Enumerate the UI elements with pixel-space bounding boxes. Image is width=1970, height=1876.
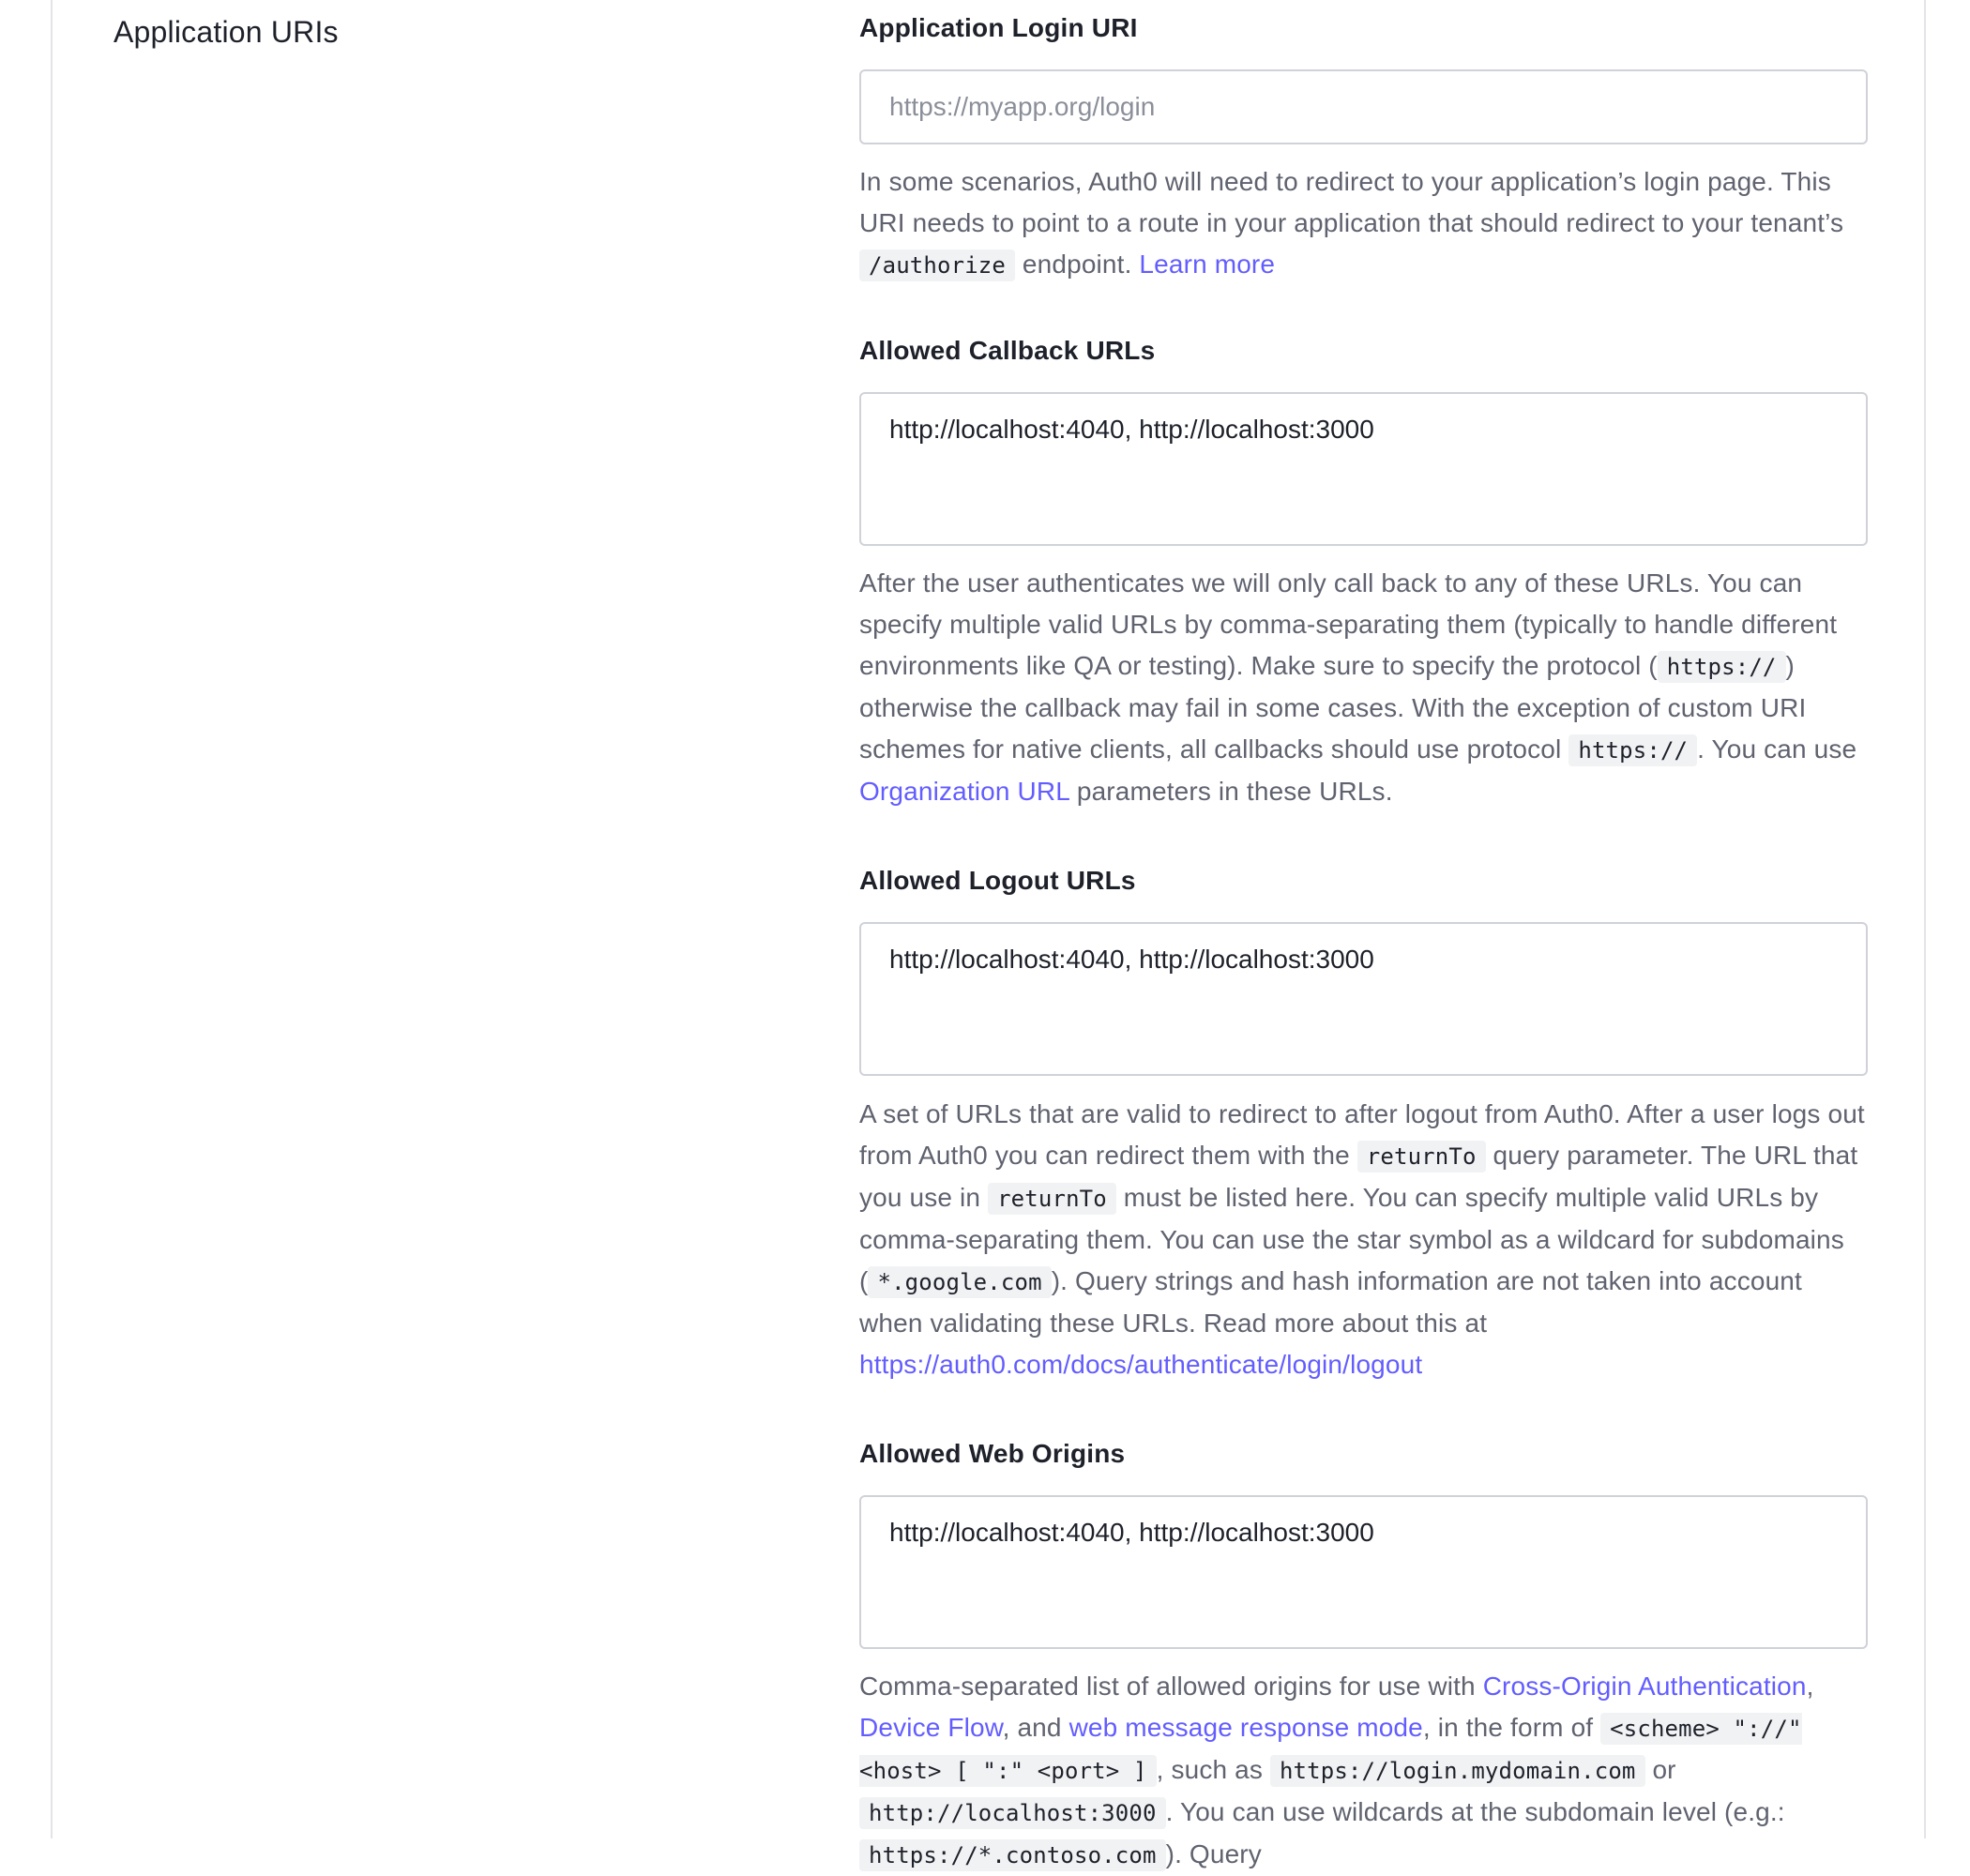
help-text: , and <box>1002 1713 1069 1742</box>
login-uri-help <box>859 161 1868 286</box>
logout-urls-help <box>859 1094 1868 1385</box>
authorize-code: /authorize <box>859 250 1015 281</box>
help-text: query parameter. The URL that you use in <box>859 1141 1858 1212</box>
help-text: must be listed here. You can specify multiple valid URLs by comma-separating them. You can use the star symbol as a wildcard for subdomains ( <box>859 1183 1844 1295</box>
help-text: Comma-separated list of allowed origins for use with <box>859 1672 1483 1701</box>
help-text: ). Query strings and hash information are not taken into account when validating these URLs. Read more about this at <box>859 1266 1802 1338</box>
device-flow-link[interactable]: Device Flow <box>859 1713 1003 1742</box>
example-origin-code: https://login.mydomain.com <box>1270 1755 1645 1787</box>
help-text: endpoint. <box>1015 250 1140 279</box>
login-uri-input[interactable] <box>859 69 1868 144</box>
learn-more-link[interactable]: Learn more <box>1139 250 1276 279</box>
application-uris-panel <box>51 0 1926 1868</box>
wildcard-domain-code: *.google.com <box>868 1266 1051 1298</box>
web-origins-help <box>859 1666 1868 1876</box>
https-code: https:// <box>1658 651 1786 683</box>
callback-urls-label: Allowed Callback URLs <box>859 336 1156 365</box>
help-text: or <box>1644 1755 1676 1784</box>
return-to-code: returnTo <box>1357 1141 1486 1172</box>
help-text: In some scenarios, Auth0 will need to redirect to your application’s login page. This URI needs to point to a route in your application that should redirect to your tenant’s <box>859 167 1844 237</box>
logout-urls-textarea[interactable] <box>859 922 1868 1076</box>
login-uri-label: Application Login URI <box>859 13 1138 42</box>
help-text: After the user authenticates we will only call back to any of these URLs. You can specify multiple valid URLs by comma-separating them (typically to handle different environments like QA or testing). Make sure to specify the protocol ( <box>859 568 1838 680</box>
web-message-response-mode-link[interactable]: web message response mode <box>1068 1713 1423 1742</box>
help-text: . You can use wildcards at the subdomain level (e.g.: <box>1165 1797 1785 1826</box>
help-text: parameters in these URLs. <box>1068 777 1393 806</box>
help-text: . You can use <box>1697 734 1857 764</box>
help-text: , in the form of <box>1422 1713 1601 1742</box>
help-text: , <box>1806 1672 1814 1701</box>
origin-format-code: <scheme> "://" <host> [ ":" <port> ] <box>859 1713 1802 1787</box>
cross-origin-auth-link[interactable]: Cross-Origin Authentication <box>1482 1672 1807 1701</box>
help-text: ). Query <box>1165 1839 1262 1868</box>
help-text: ) otherwise the callback may fail in some cases. With the exception of custom URI schemes for native clients, all callbacks should use protocol <box>859 651 1807 764</box>
help-text: A set of URLs that are valid to redirect to after logout from Auth0. After a user logs out from Auth0 you can redirect them with the <box>859 1099 1865 1170</box>
https-code: https:// <box>1568 734 1697 766</box>
logout-urls-label: Allowed Logout URLs <box>859 866 1136 895</box>
web-origins-textarea[interactable] <box>859 1495 1868 1649</box>
organization-url-link[interactable]: Organization URL <box>859 777 1069 806</box>
section-title: Application URIs <box>114 15 339 49</box>
web-origins-label: Allowed Web Origins <box>859 1439 1126 1468</box>
return-to-code: returnTo <box>988 1183 1116 1215</box>
logout-docs-link[interactable]: https://auth0.com/docs/authenticate/login/logout <box>859 1350 1423 1379</box>
example-origin-code: http://localhost:3000 <box>859 1797 1166 1829</box>
help-text: , such as <box>1156 1755 1270 1784</box>
callback-urls-textarea[interactable] <box>859 392 1868 546</box>
callback-urls-help <box>859 563 1868 812</box>
wildcard-origin-code: https://*.contoso.com <box>859 1839 1166 1871</box>
